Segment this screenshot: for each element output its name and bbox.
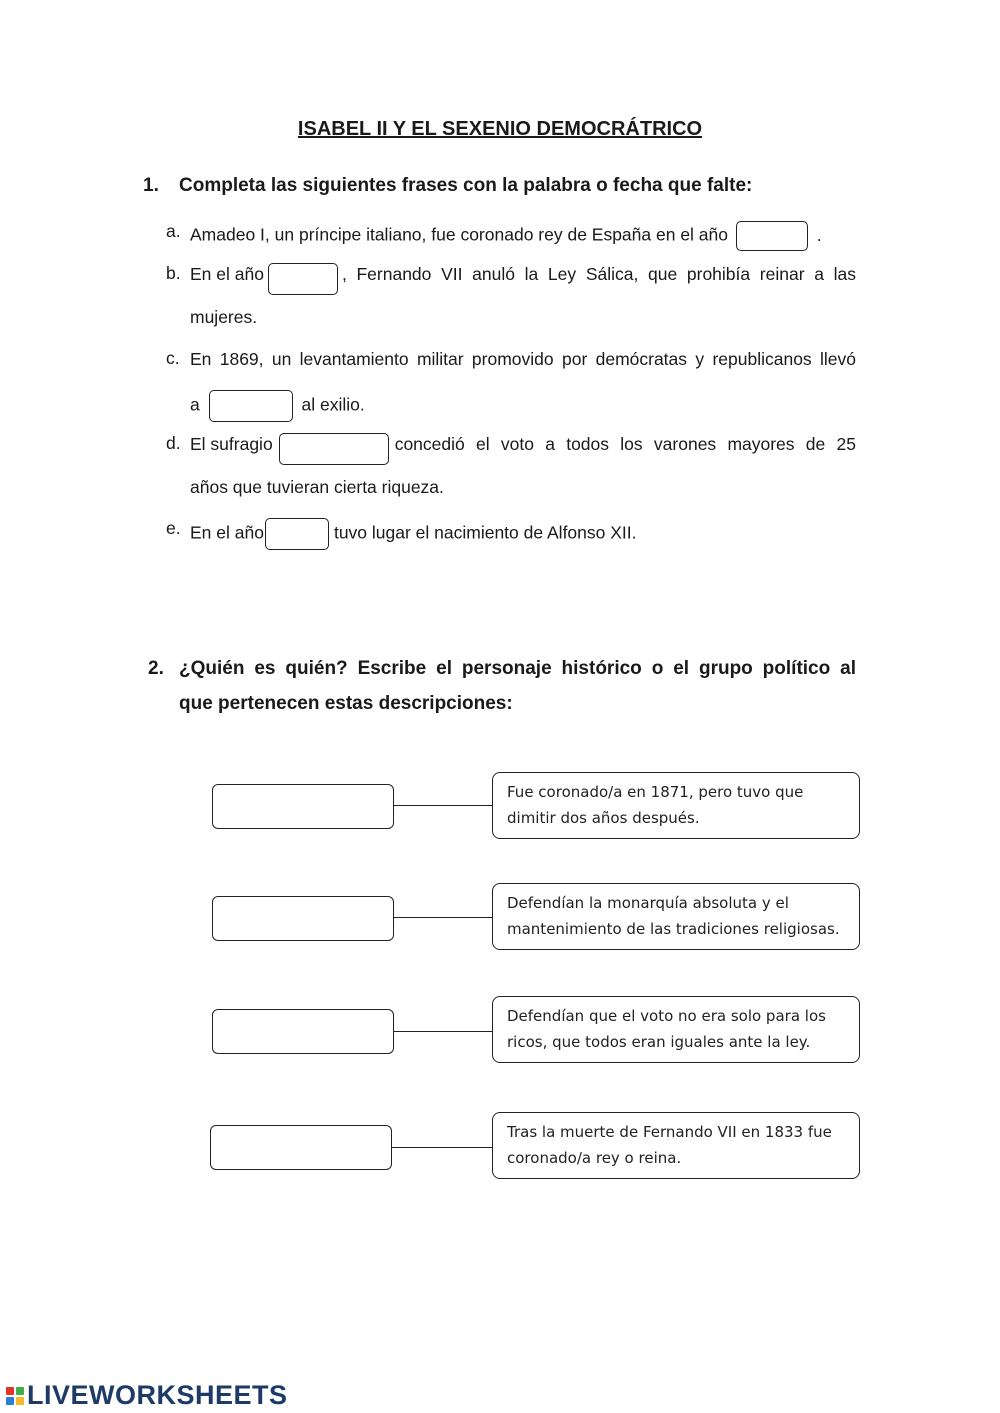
item-e-answer-input[interactable] [265,518,329,550]
item-a-answer-input[interactable] [736,221,808,251]
logo-text: LIVEWORKSHEETS [27,1380,288,1410]
item-a-text: Amadeo I, un príncipe italiano, fue coronado rey de España en el año [190,224,729,245]
item-b-line1 [190,263,856,295]
description-box-4 [492,1112,860,1179]
question-1-prompt: Completa las siguientes frases con la palabra o fecha que falte: [179,175,753,196]
item-e [190,518,637,550]
match-answer-input-1[interactable] [212,784,394,829]
item-c-line2 [190,390,365,422]
item-d-post: concedió el voto a todos los varones mayores de 25 [394,434,856,454]
item-a-end: . [816,224,822,245]
item-c-pre: a [190,394,200,415]
connector-line-1 [393,805,493,806]
item-d-answer-input[interactable] [279,433,389,465]
item-b-answer-input[interactable] [268,263,338,295]
description-1-line1: Fue coronado/a en 1871, pero tuvo que [507,783,804,801]
item-d-line2: años que tuvieran cierta riqueza. [190,477,444,497]
description-2-line1: Defendían la monarquía absoluta y el [507,894,789,912]
liveworksheets-logo[interactable] [6,1380,288,1411]
connector-line-3 [393,1031,493,1032]
item-a [190,221,822,251]
description-box-3 [492,996,860,1063]
item-d-pre: El sufragio [190,434,273,454]
description-3-line1: Defendían que el voto no era solo para los [507,1007,826,1025]
description-4-line2: coronado/a rey o reina. [507,1149,682,1167]
description-3-line2: ricos, que todos eran iguales ante la ley. [507,1033,811,1051]
item-b-pre: En el año [190,264,264,284]
item-b-letter: b. [166,263,181,283]
match-answer-input-4[interactable] [210,1125,392,1170]
connector-line-2 [393,917,493,918]
question-2-number: 2. [148,658,164,679]
question-2-line1: ¿Quién es quién? Escribe el personaje histórico o el grupo político al [179,658,856,679]
item-d-letter: d. [166,433,181,453]
item-c-letter: c. [166,348,180,368]
match-answer-input-3[interactable] [212,1009,394,1054]
description-2-line2: mantenimiento de las tradiciones religiosas. [507,920,840,938]
item-c-answer-input[interactable] [209,390,293,422]
item-e-pre: En el año [190,522,264,543]
item-c-line1: En 1869, un levantamiento militar promovido por demócratas y republicanos llevó [190,349,856,369]
match-answer-input-2[interactable] [212,896,394,941]
page-title: ISABEL II Y EL SEXENIO DEMOCRÁTRICO [297,118,703,140]
item-c-post: al exilio. [301,394,365,415]
description-box-1 [492,772,860,839]
description-box-2 [492,883,860,950]
question-1-number: 1. [143,175,159,196]
item-b-post: , Fernando VII anuló la Ley Sálica, que prohibía reinar a las [341,264,856,284]
description-4-line1: Tras la muerte de Fernando VII en 1833 fue [507,1123,832,1141]
item-a-letter: a. [166,221,181,241]
item-b-line2: mujeres. [190,307,258,327]
item-e-post: tuvo lugar el nacimiento de Alfonso XII. [333,522,637,543]
item-d-line1 [190,433,856,465]
connector-line-4 [391,1147,493,1148]
logo-grid-icon [6,1387,24,1405]
question-2-line2: que pertenecen estas descripciones: [179,693,513,714]
description-1-line2: dimitir dos años después. [507,809,700,827]
item-e-letter: e. [166,518,181,538]
